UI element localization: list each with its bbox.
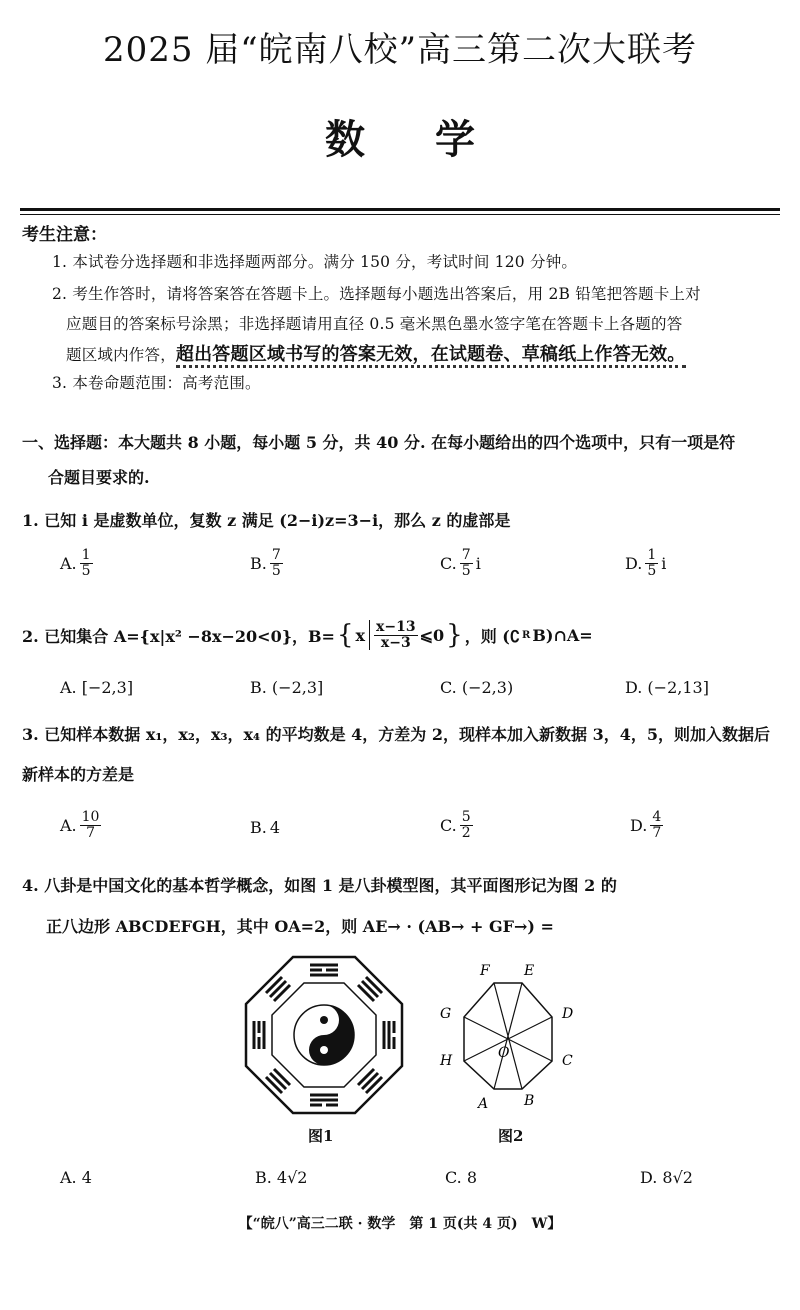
q3-option-c-fraction (460, 810, 473, 840)
q2-stem (22, 620, 593, 650)
q2-complement-subscript: R (522, 629, 531, 641)
q1-option-a-num: 1 (81, 547, 91, 563)
q1-option-c (440, 548, 481, 578)
q1-option-d-fraction (645, 548, 658, 578)
section-1-intro-line-2: 合题目要求的. (48, 468, 150, 487)
notice-heading: 考生注意： (22, 225, 107, 245)
vertex-label-o: O (498, 1045, 510, 1061)
q2-option-b: B. (−2,3] (250, 678, 324, 697)
q1-option-a (60, 548, 93, 578)
q1-option-a-den: 5 (81, 562, 91, 579)
vertex-label-a: A (478, 1096, 489, 1112)
q2-option-a: A. [−2,3] (60, 678, 134, 697)
vertex-label-g: G (440, 1006, 452, 1022)
q3-option-a-fraction (80, 810, 102, 840)
q2-set-fraction (374, 620, 418, 650)
q1-option-d-suffix: i (661, 553, 667, 573)
section-1-intro-line-1: 一、选择题：本大题共 8 小题，每小题 5 分，共 40 分. 在每小题给出的四个选项中，只有一项是符 (22, 433, 736, 452)
q3-option-d-fraction (650, 810, 663, 840)
q1-option-b-fraction (270, 548, 283, 578)
vertex-label-d: D (562, 1006, 574, 1022)
exam-title: 2025 届“皖南八校”高三第二次大联考 (102, 30, 698, 70)
vertex-label-f: F (480, 963, 490, 979)
q1-option-b (250, 548, 283, 578)
q3-option-b (250, 818, 280, 837)
vertex-label-c: C (562, 1053, 573, 1069)
q1-option-c-label: C. (440, 553, 457, 573)
page-footer: 【“皖八”高三二联 · 数学 第 1 页(共 4 页) W】 (238, 1216, 562, 1232)
q1-option-d-den: 5 (647, 562, 657, 579)
q4-option-a: A. 4 (60, 1168, 92, 1187)
vertex-label-b: B (524, 1093, 535, 1109)
notice-item-2-line-3 (66, 340, 686, 366)
q2-stem-part-a: 2. 已知集合 A={x|x² −8x−20<0}，B= (22, 626, 335, 646)
q1-option-a-label: A. (60, 553, 77, 573)
q1-option-a-fraction (80, 548, 93, 578)
q1-stem: 1. 已知 i 是虚数单位，复数 z 满足 (2−i)z=3−i，那么 z 的虚部是 (22, 511, 511, 530)
header-rule-thin (20, 214, 780, 215)
notice-warning: 超出答题区域书写的答案无效，在试题卷、草稿纸上作答无效。 (176, 344, 686, 368)
header-rule-thick (20, 208, 780, 211)
q3-option-a-den: 7 (86, 824, 96, 841)
q1-option-d-label: D. (625, 553, 643, 573)
octagon-figure (428, 955, 588, 1115)
q3-option-b-text: 4 (269, 818, 281, 837)
figure-2-label: 图2 (498, 1127, 524, 1145)
q1-option-b-den: 5 (271, 562, 281, 579)
notice-item-2-line-1: 2. 考生作答时，请将答案答在答题卡上。选择题每小题选出答案后，用 2B 铅笔把答题卡上对 (52, 285, 701, 303)
q1-option-d-num: 1 (647, 547, 657, 563)
q3-stem-line-1: 3. 已知样本数据 x₁，x₂，x₃，x₄ 的平均数是 4，方差为 2，现样本加入新数据 3，4，5，则加入数据后 (22, 725, 770, 744)
q3-option-c-den: 2 (461, 824, 471, 841)
q4-stem-line-2: 正八边形 ABCDEFGH，其中 OA=2，则 AE→ · (AB→ + GF→) = (46, 917, 554, 936)
q2-set-bar (369, 620, 370, 650)
q1-option-c-fraction (460, 548, 473, 578)
q1-option-c-suffix: i (475, 553, 481, 573)
q2-set-num: x−13 (376, 619, 416, 635)
q4-option-c: C. 8 (445, 1168, 478, 1187)
notice-item-2-line-2: 应题目的答案标号涂黑；非选择题请用直径 0.5 毫米黑色墨水签字笔在答题卡上各题的答 (66, 315, 683, 333)
q3-option-c-num: 5 (461, 809, 471, 825)
bagua-figure (244, 955, 404, 1115)
q3-option-b-label: B. (250, 818, 267, 837)
q3-option-d (630, 810, 663, 840)
q1-option-b-num: 7 (271, 547, 281, 563)
q3-stem-line-2: 新样本的方差是 (22, 765, 135, 784)
q1-option-d (625, 548, 666, 578)
subject-title: 数学 (325, 116, 545, 163)
yin-yang-symbol (294, 1005, 354, 1065)
q2-set-open-brace: { (336, 620, 354, 651)
q2-option-c: C. (−2,3) (440, 678, 514, 697)
q1-option-c-num: 7 (461, 547, 471, 563)
q3-option-a-num: 10 (81, 809, 100, 825)
q3-option-c (440, 810, 473, 840)
q1-option-c-den: 5 (461, 562, 471, 579)
q4-stem-line-1: 4. 八卦是中国文化的基本哲学概念，如图 1 是八卦模型图，其平面图形记为图 2 的 (22, 876, 617, 895)
figure-1-label: 图1 (308, 1127, 334, 1145)
notice-item-3: 3. 本卷命题范围：高考范围。 (52, 374, 261, 392)
q2-stem-part-c: B)∩A= (532, 625, 593, 645)
q2-set-relation: ⩽0 (419, 625, 445, 645)
q3-option-c-label: C. (440, 815, 457, 835)
vertex-label-e: E (524, 963, 535, 979)
q3-option-d-label: D. (630, 815, 648, 835)
q2-set-den: x−3 (380, 634, 411, 651)
q1-option-b-label: B. (250, 553, 267, 573)
q2-set-variable: x (355, 625, 366, 645)
q4-option-b: B. 4√2 (255, 1168, 308, 1187)
notice-item-2-line-3-text: 题区域内作答， (66, 346, 176, 364)
q3-option-a-label: A. (60, 815, 77, 835)
q2-option-d: D. (−2,13] (625, 678, 709, 697)
notice-item-1: 1. 本试卷分选择题和非选择题两部分。满分 150 分，考试时间 120 分钟。 (52, 253, 578, 271)
q2-stem-part-b: ，则 (∁ (464, 626, 521, 646)
vertex-label-h: H (440, 1053, 453, 1069)
q2-set-close-brace: } (446, 620, 463, 651)
q3-option-d-den: 7 (652, 824, 662, 841)
q3-option-a (60, 810, 101, 840)
q4-option-d: D. 8√2 (640, 1168, 693, 1187)
q3-option-d-num: 4 (652, 809, 662, 825)
